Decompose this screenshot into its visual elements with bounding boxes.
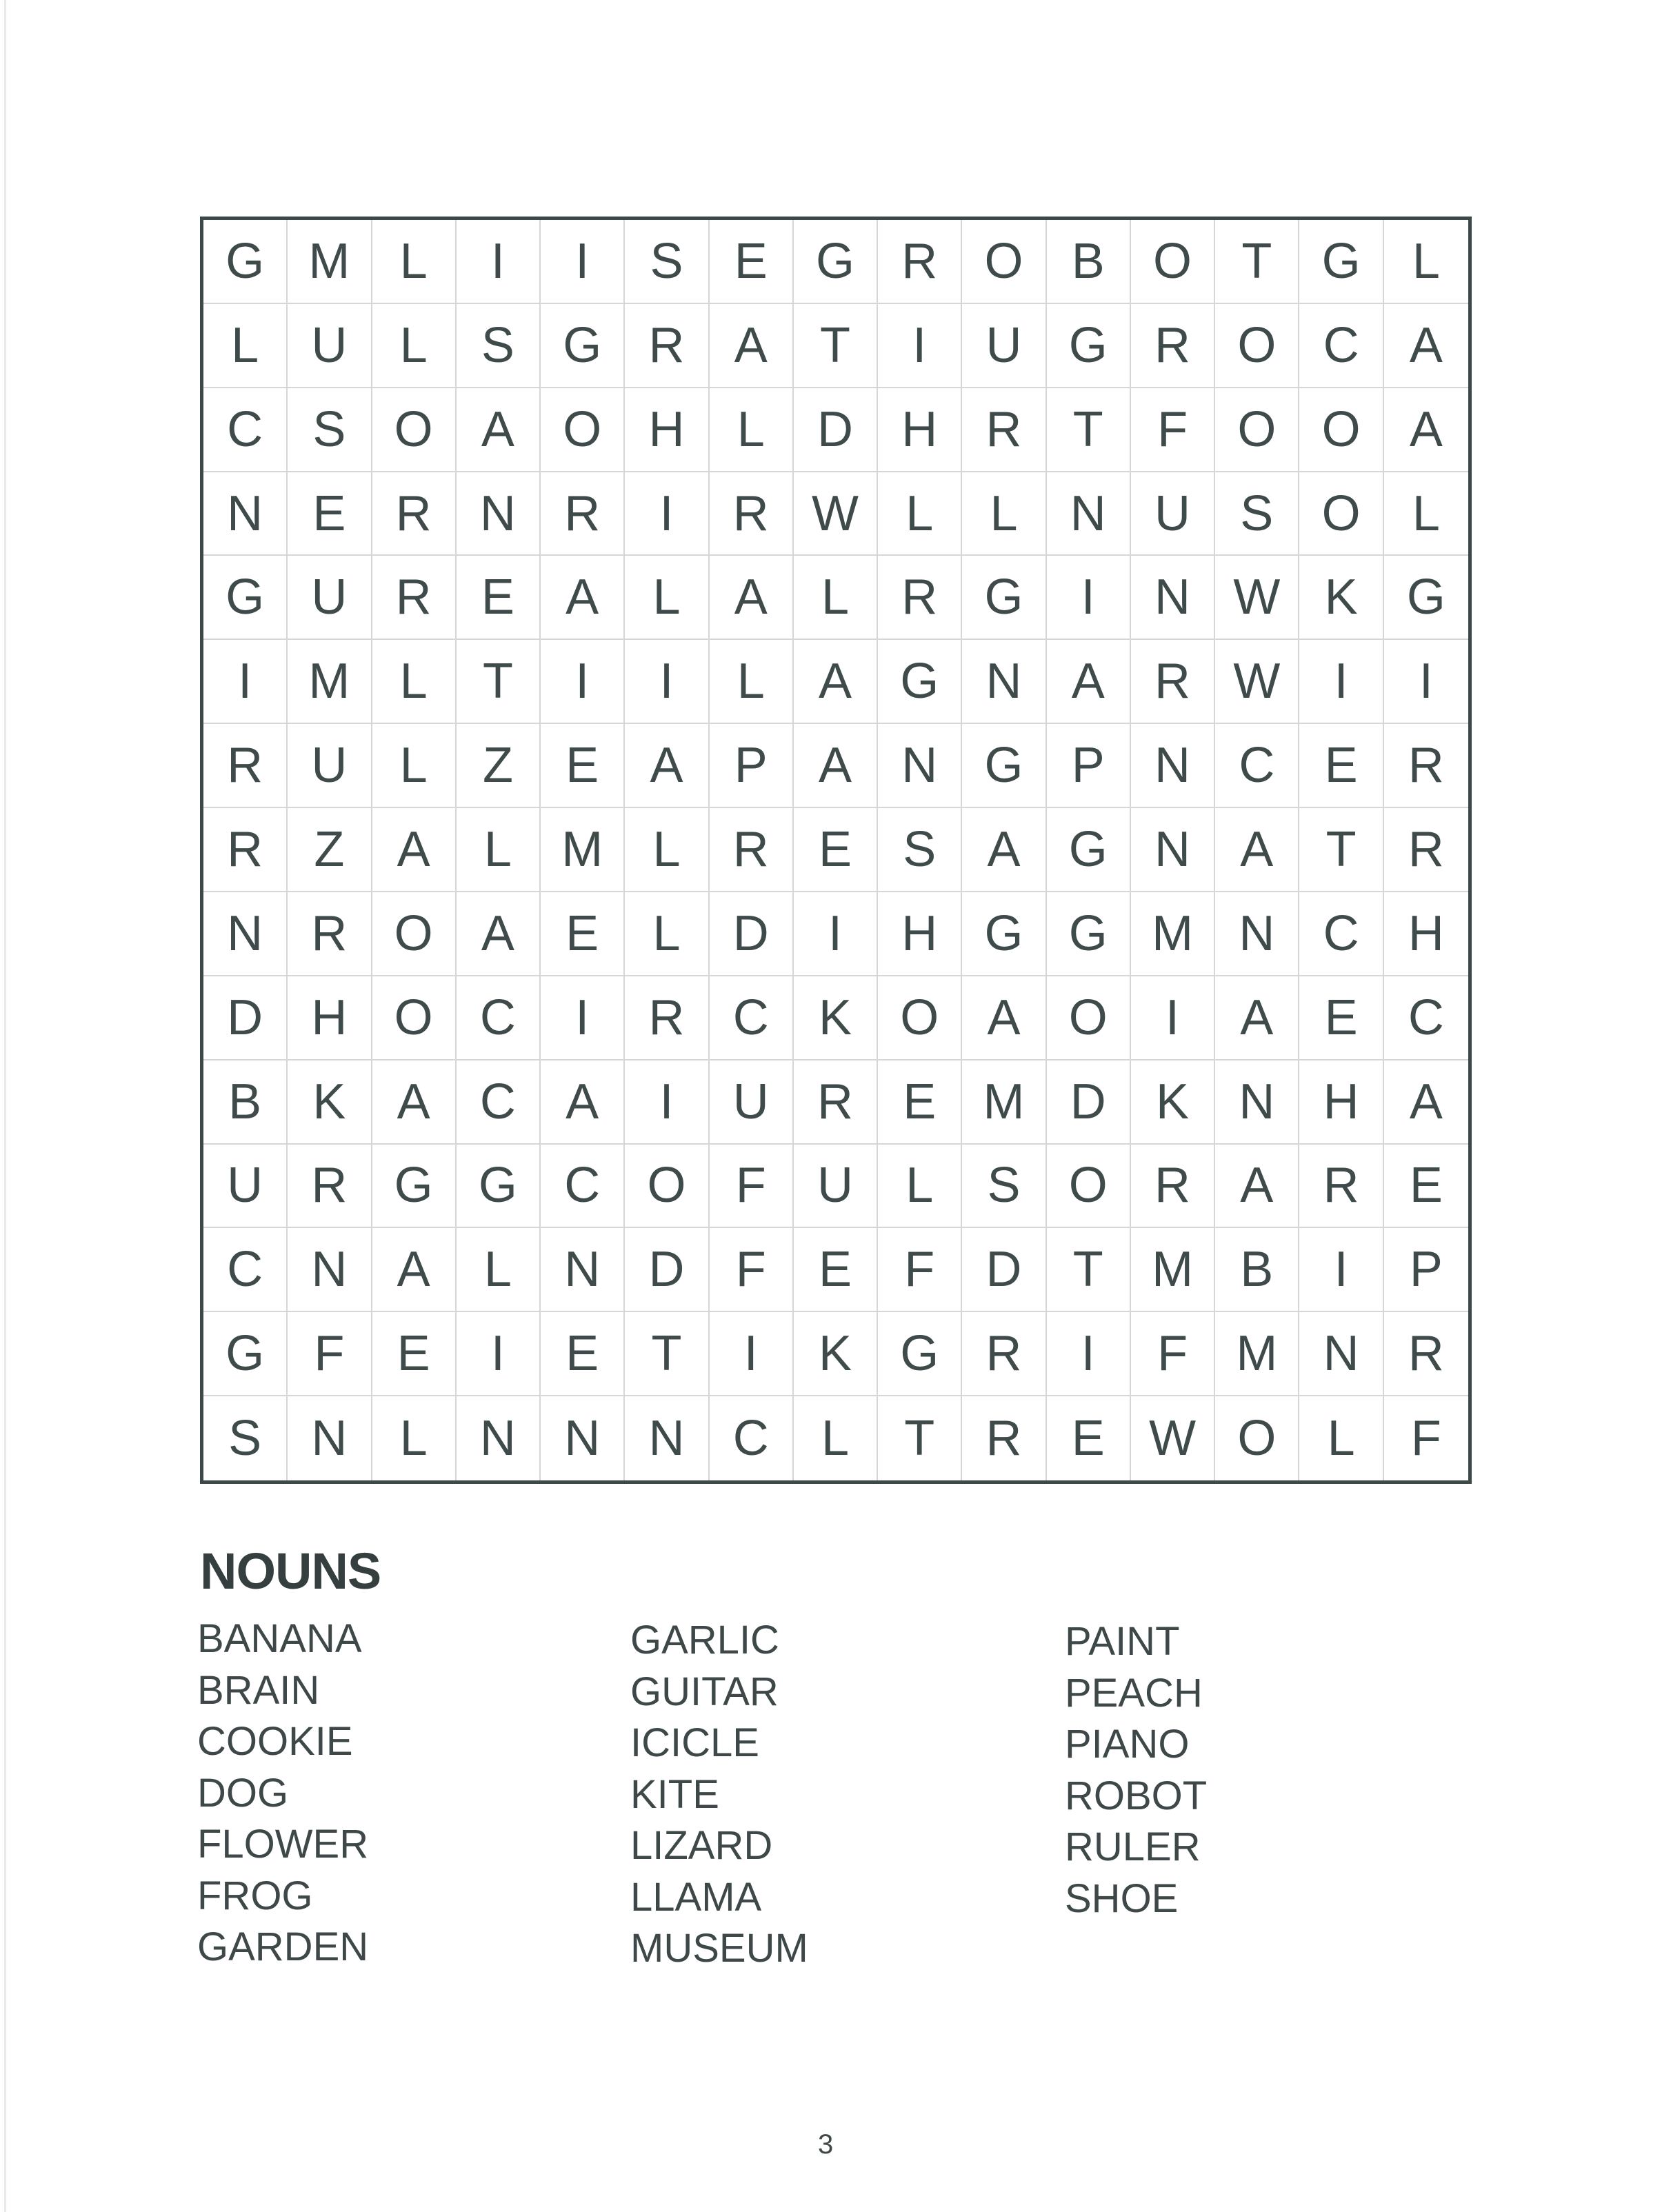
grid-cell: G <box>1299 220 1383 304</box>
grid-cell: R <box>878 220 962 304</box>
grid-cell: M <box>1215 1312 1299 1396</box>
grid-cell: U <box>710 1060 794 1145</box>
grid-cell: N <box>1047 472 1131 556</box>
grid-cell: A <box>1384 304 1468 388</box>
grid-cell: O <box>541 388 625 472</box>
grid-cell: N <box>1131 556 1215 640</box>
grid-cell: L <box>457 808 541 892</box>
grid-cell: T <box>1047 1228 1131 1312</box>
grid-cell: Z <box>457 724 541 808</box>
word-list-item: RULER <box>1065 1824 1201 1869</box>
grid-cell: F <box>710 1228 794 1312</box>
grid-cell: N <box>203 892 288 976</box>
grid-cell: D <box>794 388 878 472</box>
grid-cell: R <box>710 808 794 892</box>
grid-cell: G <box>203 556 288 640</box>
grid-cell: R <box>1384 724 1468 808</box>
grid-cell: N <box>1215 1060 1299 1145</box>
grid-cell: R <box>288 1145 372 1229</box>
grid-cell: C <box>203 1228 288 1312</box>
grid-cell: W <box>794 472 878 556</box>
grid-cell: S <box>1215 472 1299 556</box>
grid-cell: P <box>1384 1228 1468 1312</box>
grid-cell: L <box>203 304 288 388</box>
grid-cell: G <box>1047 808 1131 892</box>
grid-cell: W <box>1215 556 1299 640</box>
grid-cell: A <box>962 808 1046 892</box>
grid-cell: E <box>541 724 625 808</box>
word-list-item: PEACH <box>1065 1670 1203 1716</box>
grid-cell: E <box>372 1312 457 1396</box>
grid-cell: I <box>625 640 709 724</box>
grid-cell: L <box>1299 1396 1383 1480</box>
grid-cell: S <box>878 808 962 892</box>
grid-cell: A <box>962 976 1046 1060</box>
grid-cell: L <box>457 1228 541 1312</box>
grid-cell: E <box>1047 1396 1131 1480</box>
grid-cell: C <box>457 976 541 1060</box>
grid-cell: S <box>625 220 709 304</box>
word-list-item: DOG <box>197 1770 289 1816</box>
grid-cell: E <box>710 220 794 304</box>
grid-cell: C <box>541 1145 625 1229</box>
grid-cell: I <box>457 1312 541 1396</box>
grid-cell: F <box>288 1312 372 1396</box>
grid-cell: R <box>625 976 709 1060</box>
grid-cell: N <box>541 1228 625 1312</box>
grid-cell: E <box>794 808 878 892</box>
grid-cell: I <box>1047 1312 1131 1396</box>
grid-cell: G <box>457 1145 541 1229</box>
grid-cell: T <box>625 1312 709 1396</box>
grid-cell: E <box>457 556 541 640</box>
grid-cell: R <box>878 556 962 640</box>
grid-cell: I <box>541 220 625 304</box>
grid-cell: A <box>710 304 794 388</box>
grid-cell: R <box>962 388 1046 472</box>
grid-cell: G <box>794 220 878 304</box>
grid-cell: O <box>625 1145 709 1229</box>
grid-cell: I <box>1299 640 1383 724</box>
grid-cell: B <box>203 1060 288 1145</box>
grid-cell: F <box>1131 1312 1215 1396</box>
grid-cell: U <box>794 1145 878 1229</box>
grid-cell: L <box>794 1396 878 1480</box>
grid-cell: I <box>878 304 962 388</box>
grid-cell: E <box>288 472 372 556</box>
grid-cell: A <box>457 892 541 976</box>
grid-cell: G <box>878 1312 962 1396</box>
grid-cell: L <box>625 892 709 976</box>
grid-cell: N <box>1131 808 1215 892</box>
grid-cell: H <box>1299 1060 1383 1145</box>
word-list-column-3 <box>1065 1616 1207 1924</box>
grid-cell: L <box>372 1396 457 1480</box>
grid-cell: B <box>1215 1228 1299 1312</box>
grid-cell: U <box>203 1145 288 1229</box>
grid-cell: D <box>710 892 794 976</box>
grid-cell: C <box>710 1396 794 1480</box>
grid-cell: H <box>878 388 962 472</box>
grid-cell: S <box>962 1145 1046 1229</box>
grid-cell: R <box>1299 1145 1383 1229</box>
grid-cell: L <box>1384 472 1468 556</box>
scan-page-edge <box>4 0 6 2212</box>
grid-cell: H <box>288 976 372 1060</box>
grid-cell: U <box>962 304 1046 388</box>
grid-cell: R <box>372 472 457 556</box>
grid-cell: N <box>1215 892 1299 976</box>
grid-cell: O <box>372 388 457 472</box>
grid-cell: L <box>625 808 709 892</box>
grid-cell: I <box>1131 976 1215 1060</box>
grid-cell: L <box>1384 220 1468 304</box>
grid-cell: K <box>288 1060 372 1145</box>
grid-cell: E <box>541 892 625 976</box>
grid-cell: C <box>457 1060 541 1145</box>
grid-cell: O <box>372 892 457 976</box>
grid-cell: C <box>1215 724 1299 808</box>
grid-cell: U <box>288 724 372 808</box>
grid-cell: P <box>710 724 794 808</box>
grid-cell: T <box>1047 388 1131 472</box>
grid-cell: L <box>710 640 794 724</box>
grid-cell: I <box>541 976 625 1060</box>
grid-cell: L <box>372 304 457 388</box>
grid-cell: A <box>372 1060 457 1145</box>
grid-cell: K <box>794 976 878 1060</box>
grid-cell: F <box>1410 1411 1441 1467</box>
grid-cell: R <box>1131 304 1215 388</box>
grid-cell: O <box>1047 1145 1131 1229</box>
grid-cell: N <box>962 640 1046 724</box>
grid-cell: N <box>288 1396 372 1480</box>
grid-cell: U <box>1131 472 1215 556</box>
word-list-column-2 <box>630 1615 808 1975</box>
grid-cell: E <box>541 1312 625 1396</box>
grid-cell: N <box>1299 1312 1383 1396</box>
grid-cell: M <box>962 1060 1046 1145</box>
grid-cell: A <box>541 556 625 640</box>
grid-cell: O <box>372 976 457 1060</box>
grid-cell: H <box>1384 892 1468 976</box>
grid-cell: M <box>288 220 372 304</box>
grid-cell: K <box>794 1312 878 1396</box>
grid-cell: R <box>1384 808 1468 892</box>
grid-cell: G <box>372 1145 457 1229</box>
grid-cell: W <box>1215 640 1299 724</box>
grid-cell: L <box>962 472 1046 556</box>
grid-cell: O <box>1299 388 1383 472</box>
grid-cell: C <box>1299 892 1383 976</box>
grid-cell: A <box>625 724 709 808</box>
grid-cell: G <box>878 640 962 724</box>
grid-cell: R <box>710 472 794 556</box>
grid-cell: R <box>1384 1312 1468 1396</box>
grid-cell: O <box>1215 1396 1299 1480</box>
word-list-item: BRAIN <box>197 1667 320 1713</box>
grid-cell: G <box>541 304 625 388</box>
grid-cell: M <box>1131 892 1215 976</box>
grid-cell: A <box>1215 1145 1299 1229</box>
grid-cell: M <box>541 808 625 892</box>
grid-cell: R <box>1131 1145 1215 1229</box>
grid-cell: O <box>1047 976 1131 1060</box>
grid-cell: L <box>878 472 962 556</box>
grid-cell: F <box>1131 388 1215 472</box>
page-number: 3 <box>818 2129 834 2160</box>
grid-cell: R <box>794 1060 878 1145</box>
grid-cell: I <box>203 640 288 724</box>
grid-cell: R <box>962 1312 1046 1396</box>
grid-cell: T <box>457 640 541 724</box>
grid-cell: I <box>1047 556 1131 640</box>
grid-cell: G <box>1384 556 1468 640</box>
grid-cell: N <box>1131 724 1215 808</box>
word-list-item: ICICLE <box>630 1720 759 1765</box>
grid-cell: G <box>203 1312 288 1396</box>
grid-cell: A <box>372 808 457 892</box>
grid-cell: M <box>1131 1228 1215 1312</box>
word-list-item: KITE <box>630 1771 719 1817</box>
grid-cell: A <box>710 556 794 640</box>
grid-cell: A <box>794 724 878 808</box>
word-list-item: ROBOT <box>1065 1773 1208 1818</box>
grid-cell: A <box>1215 808 1299 892</box>
grid-cell: D <box>1047 1060 1131 1145</box>
grid-cell: T <box>1215 220 1299 304</box>
grid-cell: I <box>541 640 625 724</box>
grid-cell: G <box>203 220 288 304</box>
grid-cell: L <box>372 640 457 724</box>
grid-cell: I <box>457 220 541 304</box>
word-list-item: LIZARD <box>630 1823 773 1868</box>
grid-cell: G <box>1047 892 1131 976</box>
grid-cell: L <box>372 220 457 304</box>
word-list-item: GUITAR <box>630 1669 779 1714</box>
word-list-column-1 <box>197 1613 368 1973</box>
grid-cell: Z <box>288 808 372 892</box>
grid-cell: I <box>1299 1228 1383 1312</box>
grid-cell: L <box>372 724 457 808</box>
grid-cell: N <box>625 1396 709 1480</box>
grid-cell: R <box>372 556 457 640</box>
grid-cell: H <box>878 892 962 976</box>
grid-cell: A <box>1384 388 1468 472</box>
grid-cell: G <box>962 892 1046 976</box>
grid-cell: L <box>878 1145 962 1229</box>
grid-cell: U <box>288 304 372 388</box>
grid-cell: K <box>1131 1060 1215 1145</box>
word-list-item: LLAMA <box>630 1874 762 1920</box>
grid-cell: G <box>1047 304 1131 388</box>
word-list-item: BANANA <box>197 1616 362 1661</box>
grid-cell: I <box>794 892 878 976</box>
grid-cell: L <box>625 556 709 640</box>
grid-cell: O <box>1215 304 1299 388</box>
grid-cell: D <box>962 1228 1046 1312</box>
grid-cell: M <box>288 640 372 724</box>
grid-cell: R <box>203 724 288 808</box>
grid-cell: F <box>878 1228 962 1312</box>
grid-cell: G <box>962 556 1046 640</box>
grid-cell: T <box>1299 808 1383 892</box>
word-list-item: MUSEUM <box>630 1926 808 1971</box>
word-list-item: SHOE <box>1065 1876 1179 1921</box>
grid-cell: U <box>288 556 372 640</box>
grid-cell: O <box>1299 472 1383 556</box>
grid-cell: T <box>794 304 878 388</box>
grid-cell: O <box>1131 220 1215 304</box>
word-list-item: FLOWER <box>197 1822 369 1867</box>
grid-cell: N <box>288 1228 372 1312</box>
grid-cell: G <box>962 724 1046 808</box>
grid-cell: A <box>1215 976 1299 1060</box>
grid-cell: A <box>457 388 541 472</box>
word-list-item: PIANO <box>1065 1722 1190 1767</box>
grid-cell: A <box>541 1060 625 1145</box>
word-list-item: COOKIE <box>197 1719 353 1764</box>
word-list-item: PAINT <box>1065 1619 1180 1664</box>
grid-cell: L <box>794 556 878 640</box>
grid-cell: A <box>794 640 878 724</box>
grid-cell: R <box>288 892 372 976</box>
grid-cell: O <box>962 220 1046 304</box>
grid-cell: R <box>541 472 625 556</box>
grid-cell: E <box>878 1060 962 1145</box>
grid-cell: I <box>625 472 709 556</box>
word-search-grid <box>200 217 1472 1484</box>
grid-cell: C <box>710 976 794 1060</box>
grid-cell: N <box>541 1396 625 1480</box>
grid-cell: A <box>1047 640 1131 724</box>
grid-cell: R <box>625 304 709 388</box>
grid-cell: P <box>1047 724 1131 808</box>
grid-cell: O <box>878 976 962 1060</box>
grid-cell: D <box>203 976 288 1060</box>
grid-cell: I <box>710 1312 794 1396</box>
grid-cell: N <box>457 472 541 556</box>
word-list-item: GARLIC <box>630 1618 779 1662</box>
word-list-item: GARDEN <box>197 1924 369 1969</box>
word-list-item: FROG <box>197 1873 313 1918</box>
grid-cell: R <box>203 808 288 892</box>
grid-cell: B <box>1047 220 1131 304</box>
grid-cell: C <box>1299 304 1383 388</box>
grid-cell: K <box>1299 556 1383 640</box>
word-list-heading: NOUNS <box>200 1542 381 1600</box>
grid-cell: E <box>794 1228 878 1312</box>
grid-cell: F <box>710 1145 794 1229</box>
grid-cell: D <box>625 1228 709 1312</box>
grid-cell: T <box>878 1396 962 1480</box>
grid-cell: S <box>457 304 541 388</box>
grid-cell: S <box>203 1396 288 1480</box>
grid-cell: C <box>203 388 288 472</box>
grid-cell: I <box>1384 640 1468 724</box>
grid-cell: L <box>710 388 794 472</box>
grid-cell: H <box>625 388 709 472</box>
grid-cell: W <box>1131 1396 1215 1480</box>
grid-cell: E <box>1299 976 1383 1060</box>
grid-cell: E <box>1299 724 1383 808</box>
grid-cell: A <box>1384 1060 1468 1145</box>
grid-cell: A <box>372 1228 457 1312</box>
grid-cell: O <box>1215 388 1299 472</box>
grid-cell: C <box>1384 976 1468 1060</box>
grid-cell: N <box>457 1396 541 1480</box>
grid-cell: N <box>203 472 288 556</box>
grid-cell: E <box>1384 1145 1468 1229</box>
grid-cell: S <box>288 388 372 472</box>
grid-cell: N <box>878 724 962 808</box>
grid-cell: R <box>962 1396 1046 1480</box>
grid-cell: R <box>1131 640 1215 724</box>
grid-cell: I <box>625 1060 709 1145</box>
